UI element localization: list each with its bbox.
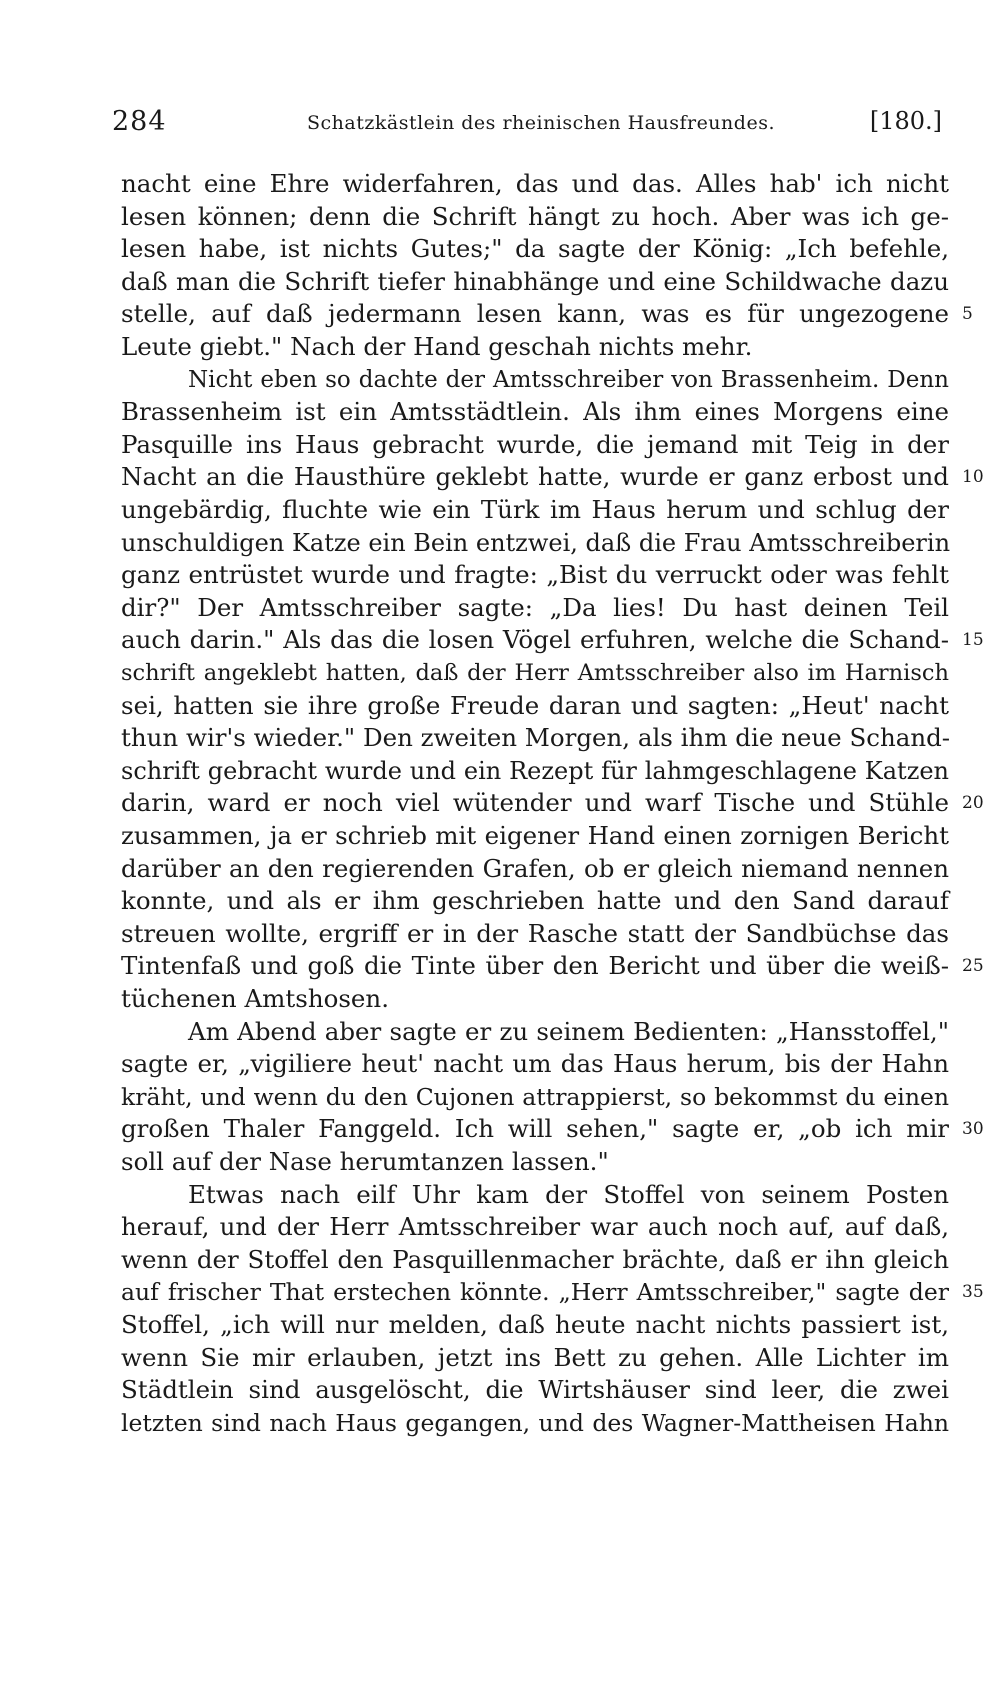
text-line: auf frischer That erstechen könnte. „Herr Amtsschreiber," sagte der [121, 1278, 949, 1307]
text-line: Tintenfaß und goß die Tinte über den Bericht und über die weiß- [121, 951, 949, 981]
text-line: dir?" Der Amtsschreiber sagte: „Da lies! Du hast deinen Teil [121, 592, 949, 622]
text-line: ungebärdig, fluchte wie ein Türk im Haus herum und schlug der [121, 495, 949, 524]
page-number: 284 [112, 106, 167, 137]
text-line: daß man die Schrift tiefer hinabhänge und eine Schildwache dazu [121, 266, 949, 296]
text-line: herauf, und der Herr Amtsschreiber war auch noch auf, auf daß, [121, 1212, 949, 1242]
text-line: Etwas nach eilf Uhr kam der Stoffel von seinem Posten [188, 1179, 949, 1209]
section-marker: [180.] [869, 107, 942, 135]
text-line: Pasquille ins Haus gebracht wurde, die jemand mit Teig in der [121, 429, 949, 459]
text-line: sei, hatten sie ihre große Freude daran und sagten: „Heut' nacht [121, 690, 949, 720]
text-line: streuen wollte, ergriff er in der Rasche statt der Sandbüchse das [121, 918, 949, 948]
text-line: konnte, und als er ihm geschrieben hatte und den Sand darauf [121, 886, 949, 916]
text-line: Brassenheim ist ein Amtsstädtlein. Als ihm eines Morgens eine [121, 397, 949, 427]
text-line: großen Thaler Fanggeld. Ich will sehen," sagte er, „ob ich mir [121, 1114, 949, 1144]
text-line: darin, ward er noch viel wütender und warf Tische und Stühle [121, 788, 949, 818]
text-line: ganz entrüstet wurde und fragte: „Bist du verruckt oder was fehlt [121, 560, 949, 590]
text-line: tüchenen Amtshosen. [121, 984, 389, 1013]
text-line: wenn der Stoffel den Pasquillenmacher brächte, daß er ihn gleich [121, 1244, 949, 1274]
line-number: 20 [962, 793, 984, 814]
text-line: soll auf der Nase herumtanzen lassen." [121, 1147, 609, 1176]
text-line: Städtlein sind ausgelöscht, die Wirtshäuser sind leer, die zwei [121, 1375, 949, 1405]
page-header [112, 106, 942, 142]
text-line: stelle, auf daß jedermann lesen kann, was es für ungezogene [121, 299, 949, 329]
text-line: letzten sind nach Haus gegangen, und des Wagner-Mattheisen Hahn [121, 1408, 949, 1437]
text-line: kräht, und wenn du den Cujonen attrappierst, so bekommst du einen [121, 1082, 949, 1111]
text-line: Nacht an die Hausthüre geklebt hatte, wurde er ganz erbost und [121, 462, 949, 492]
text-line: unschuldigen Katze ein Bein entzwei, daß die Frau Amtsschreiberin [121, 528, 951, 557]
running-title: Schatzkästlein des rheinischen Hausfreundes. [307, 112, 775, 134]
line-number: 5 [962, 304, 973, 325]
text-line: lesen können; denn die Schrift hängt zu hoch. Aber was ich ge- [121, 201, 949, 231]
line-number: 30 [962, 1119, 984, 1140]
line-number: 10 [962, 467, 984, 488]
text-line: schrift gebracht wurde und ein Rezept für lahmgeschlagene Katzen [121, 756, 949, 785]
text-line: Nicht eben so dachte der Amtsschreiber von Brassenheim. Denn [188, 366, 949, 393]
text-line: auch darin." Als das die losen Vögel erfuhren, welche die Schand- [121, 625, 949, 655]
text-line: zusammen, ja er schrieb mit eigener Hand einen zornigen Bericht [121, 821, 949, 850]
text-line: nacht eine Ehre widerfahren, das und das. Alles hab' ich nicht [121, 169, 949, 198]
line-number: 15 [962, 630, 984, 651]
text-line: sagte er, „vigiliere heut' nacht um das Haus herum, bis der Hahn [121, 1049, 949, 1079]
text-line: wenn Sie mir erlauben, jetzt ins Bett zu gehen. Alle Lichter im [121, 1342, 949, 1372]
text-line: Am Abend aber sagte er zu seinem Bedienten: „Hansstoffel," [188, 1016, 949, 1046]
text-line: Stoffel, „ich will nur melden, daß heute nacht nichts passiert ist, [121, 1310, 949, 1339]
text-line: thun wir's wieder." Den zweiten Morgen, als ihm die neue Schand- [121, 723, 951, 753]
text-line: darüber an den regierenden Grafen, ob er gleich niemand nennen [121, 853, 949, 883]
text-line: schrift angeklebt hatten, daß der Herr Amtsschreiber also im Harnisch [121, 660, 949, 686]
text-line: Leute giebt." Nach der Hand geschah nichts mehr. [121, 332, 753, 361]
text-line: lesen habe, ist nichts Gutes;" da sagte der König: „Ich befehle, [121, 234, 949, 264]
line-number: 25 [962, 956, 984, 977]
line-number: 35 [962, 1282, 984, 1303]
